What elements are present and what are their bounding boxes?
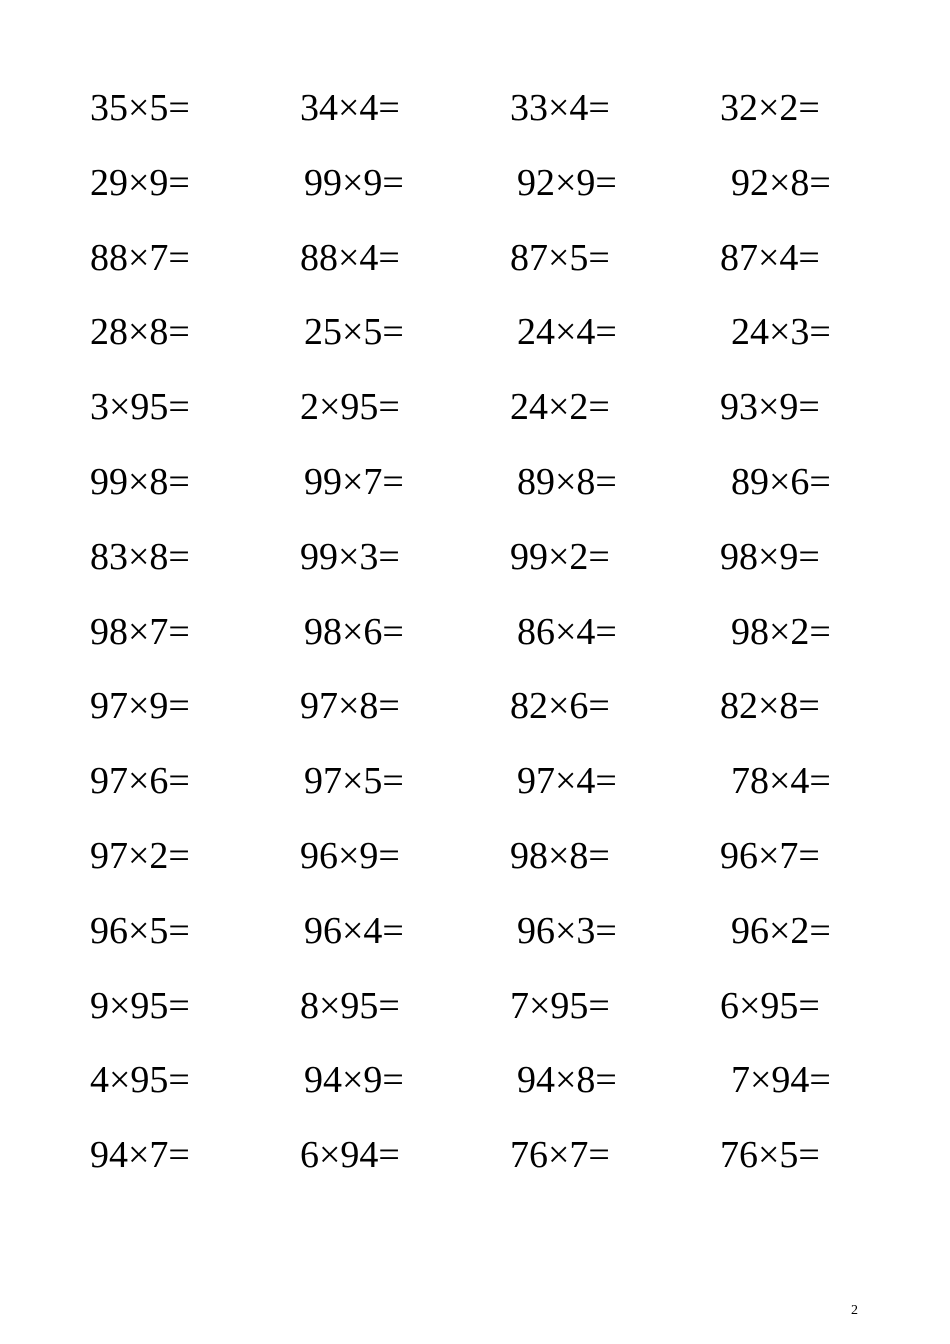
problem-row <box>0 377 950 437</box>
multiplication-problem: 87×4= <box>720 236 820 279</box>
multiplication-problem: 89×8= <box>517 461 617 503</box>
multiplication-problem: 82×8= <box>720 685 820 728</box>
multiplication-problem: 96×9= <box>300 835 400 877</box>
multiplication-problem: 34×4= <box>300 87 400 129</box>
problem-row <box>0 676 950 736</box>
multiplication-problem: 78×4= <box>731 760 831 803</box>
multiplication-problem: 96×3= <box>517 909 617 952</box>
multiplication-problem: 97×5= <box>304 760 404 803</box>
multiplication-problem: 92×8= <box>731 161 831 204</box>
multiplication-problem: 99×9= <box>304 161 404 204</box>
multiplication-problem: 24×2= <box>510 386 610 429</box>
multiplication-problem: 94×9= <box>304 1059 404 1102</box>
multiplication-problem: 29×9= <box>90 161 190 204</box>
problem-row <box>0 602 950 662</box>
multiplication-problem: 97×4= <box>517 760 617 803</box>
multiplication-problem: 32×2= <box>720 87 820 129</box>
multiplication-problem: 97×9= <box>90 685 190 728</box>
multiplication-problem: 76×7= <box>510 1134 610 1177</box>
multiplication-problem: 33×4= <box>510 87 610 129</box>
problem-row <box>0 826 950 886</box>
multiplication-problem: 96×4= <box>304 909 404 952</box>
multiplication-problem: 7×95= <box>510 984 610 1027</box>
multiplication-problem: 96×5= <box>90 909 190 952</box>
problem-row <box>0 228 950 288</box>
multiplication-problem: 83×8= <box>90 535 190 578</box>
multiplication-problem: 7×94= <box>731 1059 831 1102</box>
multiplication-problem: 96×7= <box>720 835 820 877</box>
multiplication-problem: 3×95= <box>90 386 190 429</box>
multiplication-problem: 24×3= <box>731 311 831 354</box>
problem-row <box>0 302 950 362</box>
multiplication-problem: 92×9= <box>517 161 617 204</box>
multiplication-problem: 99×8= <box>90 461 190 503</box>
problem-row <box>0 901 950 961</box>
multiplication-problem: 94×7= <box>90 1134 190 1177</box>
page-number: 2 <box>851 1303 858 1318</box>
multiplication-problem: 86×4= <box>517 610 617 653</box>
problem-row <box>0 452 950 512</box>
multiplication-problem: 6×95= <box>720 984 820 1027</box>
multiplication-problem: 98×9= <box>720 535 820 578</box>
multiplication-problem: 97×8= <box>300 685 400 728</box>
multiplication-problem: 25×5= <box>304 311 404 354</box>
multiplication-problem: 76×5= <box>720 1134 820 1177</box>
multiplication-problem: 82×6= <box>510 685 610 728</box>
multiplication-problem: 98×6= <box>304 610 404 653</box>
multiplication-problem: 97×2= <box>90 835 190 877</box>
multiplication-problem: 99×3= <box>300 535 400 578</box>
multiplication-problem: 28×8= <box>90 311 190 354</box>
multiplication-problem: 97×6= <box>90 760 190 803</box>
problem-row <box>0 527 950 587</box>
multiplication-problem: 98×2= <box>731 610 831 653</box>
problem-row <box>0 751 950 811</box>
problem-row <box>0 1050 950 1110</box>
multiplication-problem: 98×7= <box>90 610 190 653</box>
multiplication-problem: 88×7= <box>90 236 190 279</box>
problem-row <box>0 153 950 213</box>
multiplication-problem: 98×8= <box>510 835 610 877</box>
multiplication-problem: 9×95= <box>90 984 190 1027</box>
problem-row <box>0 78 950 138</box>
multiplication-problem: 2×95= <box>300 386 400 429</box>
multiplication-problem: 6×94= <box>300 1134 400 1177</box>
problem-row <box>0 1125 950 1185</box>
multiplication-problem: 24×4= <box>517 311 617 354</box>
multiplication-problem: 89×6= <box>731 461 831 503</box>
multiplication-problem: 4×95= <box>90 1059 190 1102</box>
multiplication-problem: 96×2= <box>731 909 831 952</box>
multiplication-problem: 88×4= <box>300 236 400 279</box>
multiplication-problem: 99×7= <box>304 461 404 503</box>
multiplication-problem: 99×2= <box>510 535 610 578</box>
problem-row <box>0 976 950 1036</box>
multiplication-problem: 35×5= <box>90 87 190 129</box>
multiplication-problem: 93×9= <box>720 386 820 429</box>
multiplication-problem: 87×5= <box>510 236 610 279</box>
multiplication-problem: 8×95= <box>300 984 400 1027</box>
multiplication-problem: 94×8= <box>517 1059 617 1102</box>
